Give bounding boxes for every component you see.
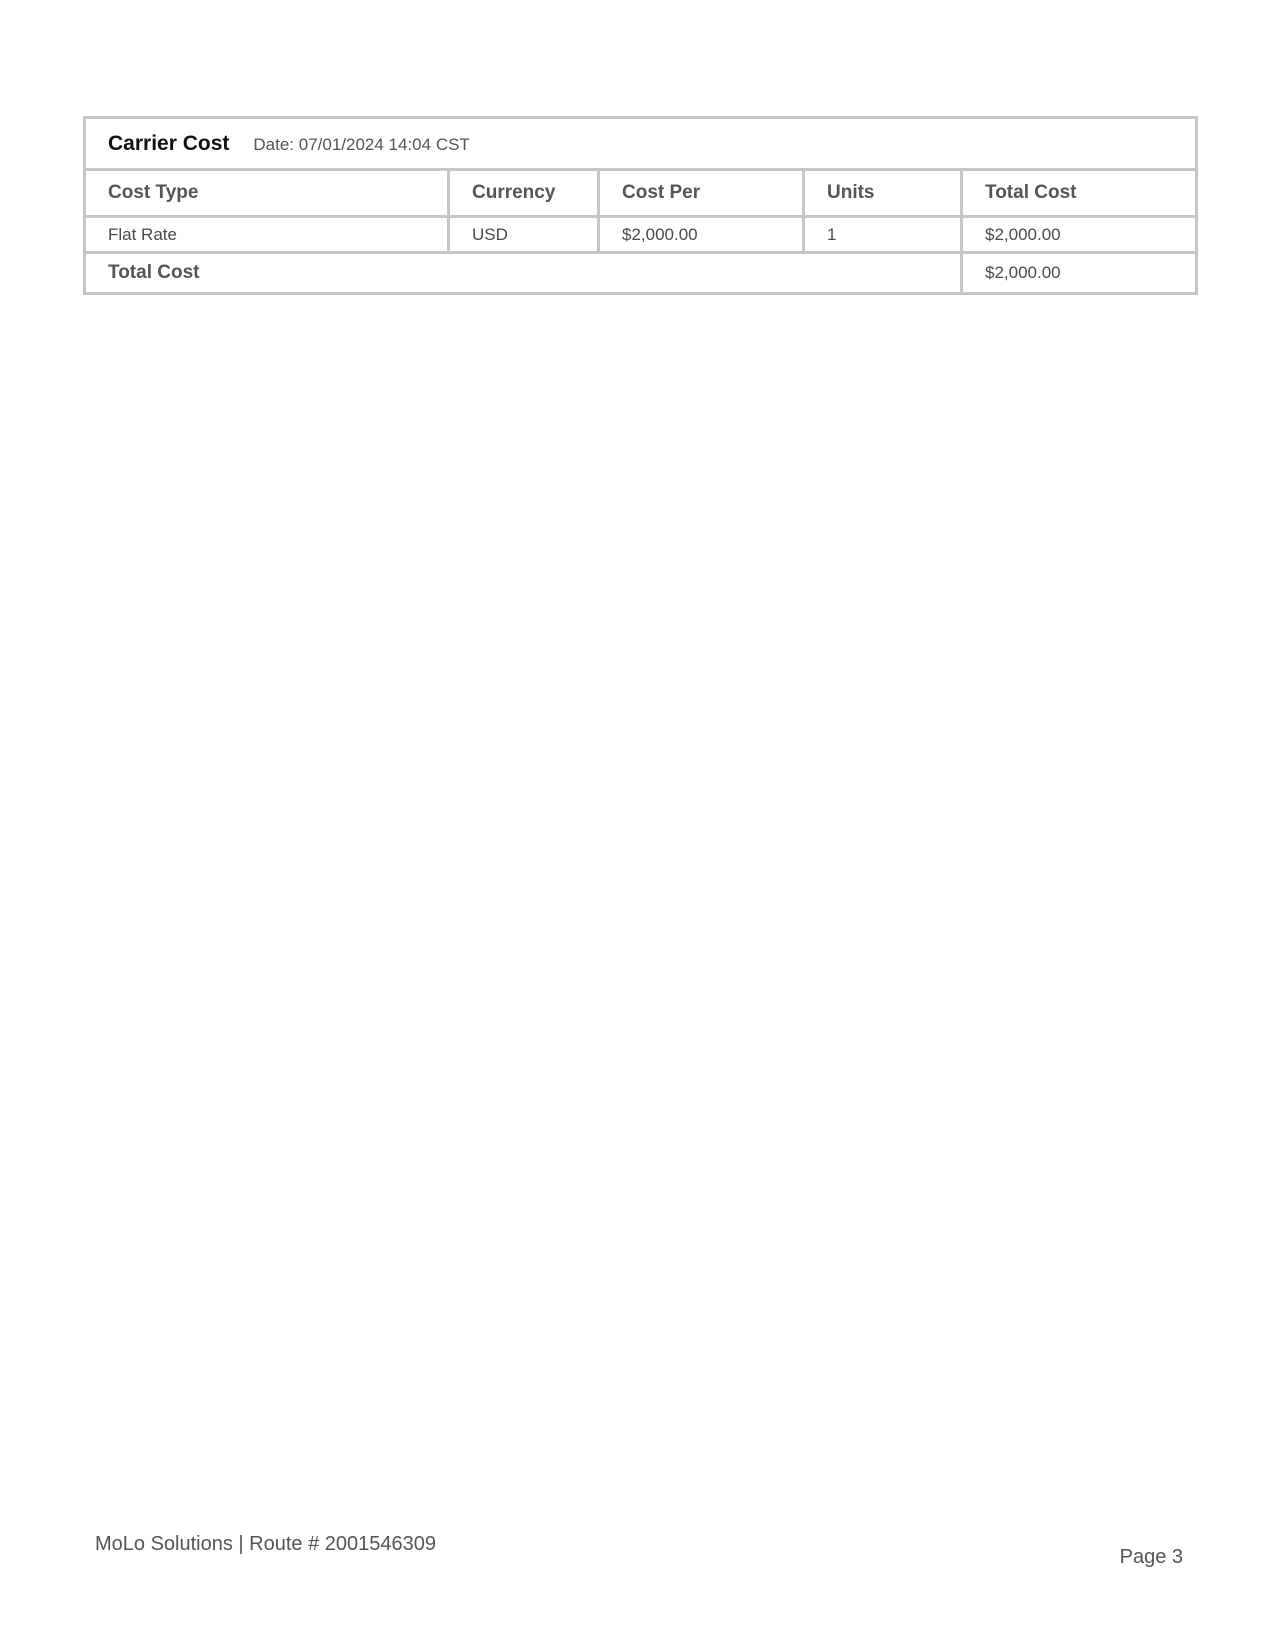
total-row — [85, 253, 1197, 294]
table-title-cell — [85, 118, 1197, 170]
cell-cost-type: Flat Rate — [85, 217, 449, 253]
cell-cost-per: $2,000.00 — [599, 217, 804, 253]
carrier-cost-table — [83, 116, 1198, 295]
section-date: Date: 07/01/2024 14:04 CST — [253, 134, 470, 154]
column-header-cost-type: Cost Type — [85, 170, 449, 217]
cell-units: 1 — [804, 217, 962, 253]
section-title: Carrier Cost — [108, 131, 230, 155]
column-header-cost-per: Cost Per — [599, 170, 804, 217]
table-title-row — [85, 118, 1197, 170]
cell-currency: USD — [449, 217, 599, 253]
table-row — [85, 217, 1197, 253]
table-header-row — [85, 170, 1197, 217]
total-label: Total Cost — [85, 253, 962, 294]
footer-route-info: MoLo Solutions | Route # 2001546309 — [95, 1533, 437, 1555]
column-header-currency: Currency — [449, 170, 599, 217]
page-number: Page 3 — [1119, 1546, 1183, 1568]
column-header-units: Units — [804, 170, 962, 217]
cell-total-cost: $2,000.00 — [962, 217, 1197, 253]
total-value: $2,000.00 — [962, 253, 1197, 294]
column-header-total-cost: Total Cost — [962, 170, 1197, 217]
